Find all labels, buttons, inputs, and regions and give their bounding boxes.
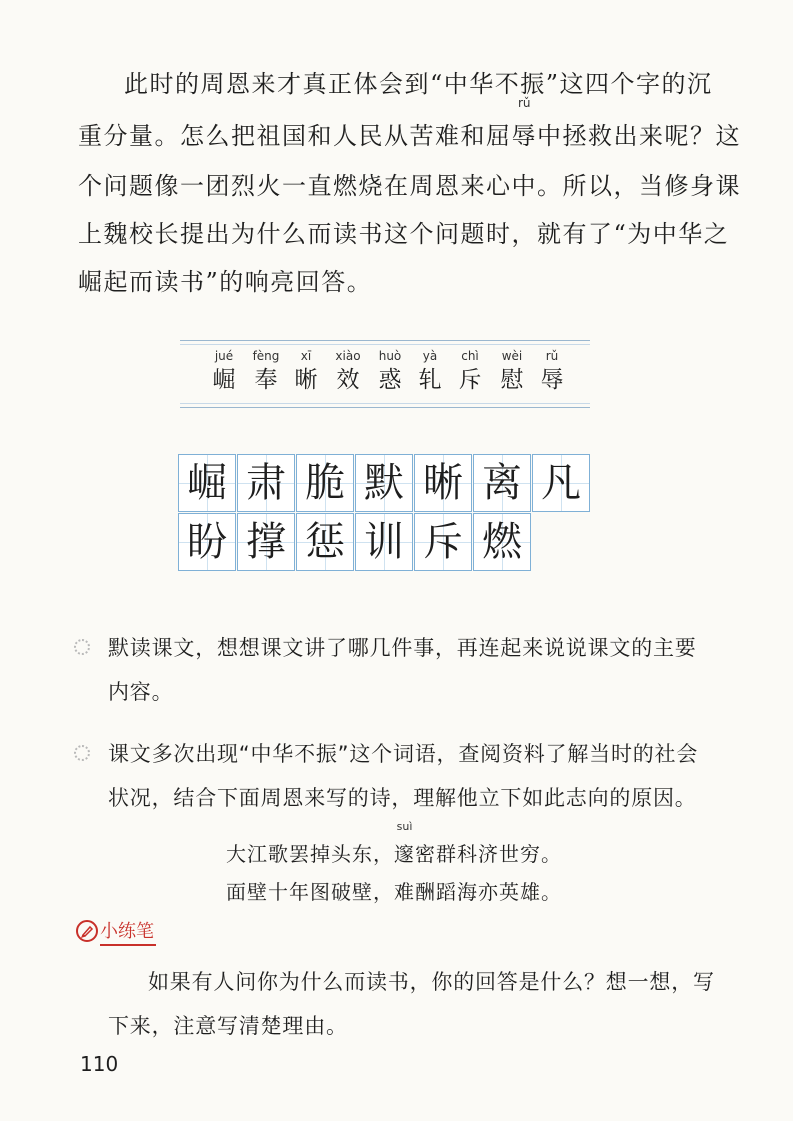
- vocab-item: [328, 349, 368, 395]
- grid-cell: 惩: [296, 513, 354, 571]
- vocab-char: 晰: [294, 367, 318, 393]
- vocab-pinyin: fèng: [252, 349, 280, 363]
- practice-line: 下来，注意写清楚理由。: [108, 1014, 348, 1038]
- vocab-item: [492, 349, 532, 395]
- poem-text: 大江歌罢掉头东，: [226, 842, 394, 866]
- grid-cell: 晰: [414, 454, 472, 512]
- paragraph-line: 崛起而读书”的响亮回答。: [78, 268, 373, 296]
- paragraph-text: 中拯救出来呢？这: [537, 122, 741, 150]
- vocab-char: 奉: [254, 367, 278, 393]
- grid-cell: 肃: [237, 454, 295, 512]
- ruby-annotation: [511, 96, 538, 151]
- ruby-char: 辱: [511, 122, 537, 150]
- vocab-char: 效: [336, 367, 360, 393]
- poem-line: 面壁十年图破壁，难酬蹈海亦英雄。: [226, 880, 562, 904]
- vocab-pinyin: xī: [300, 349, 312, 363]
- vocab-pinyin: wèi: [501, 349, 523, 363]
- paragraph-line: 上魏校长提出为什么而读书这个问题时，就有了“为中华之: [78, 220, 730, 248]
- paragraph-line: [78, 96, 741, 151]
- vocab-pinyin: rǔ: [545, 349, 559, 363]
- question-line: 内容。: [108, 680, 174, 704]
- vocabulary-strip: [180, 340, 590, 408]
- grid-cell: 训: [355, 513, 413, 571]
- vocab-pinyin: yà: [422, 349, 438, 363]
- vocab-pinyin: xiào: [335, 349, 361, 363]
- grid-cell: 撑: [237, 513, 295, 571]
- grid-cell: 斥: [414, 513, 472, 571]
- vocab-item: [286, 349, 326, 395]
- practice-label: [76, 918, 156, 944]
- question-line: 默读课文，想想课文讲了哪几件事，再连起来说说课文的主要: [108, 636, 697, 660]
- circle-bullet-icon: [74, 745, 90, 761]
- ruby-pinyin: suì: [396, 820, 413, 833]
- pen-icon: [76, 920, 98, 942]
- vocab-item: [370, 349, 410, 395]
- pen-icon-glyph: [80, 924, 94, 938]
- practice-line: 如果有人问你为什么而读书，你的回答是什么？想一想，写: [148, 970, 715, 994]
- vocab-item: [246, 349, 286, 395]
- poem-text: 密群科济世穷。: [415, 842, 562, 866]
- grid-cell: 默: [355, 454, 413, 512]
- grid-cell: 燃: [473, 513, 531, 571]
- grid-cell: 凡: [532, 454, 590, 512]
- grid-cell: 离: [473, 454, 531, 512]
- vocab-item: [532, 349, 572, 395]
- grid-cell: 盼: [178, 513, 236, 571]
- vocab-char: 辱: [540, 367, 564, 393]
- vocab-item: [410, 349, 450, 395]
- ruby-annotation: [394, 820, 415, 867]
- page-number: 110: [80, 1052, 119, 1076]
- grid-cell: 崛: [178, 454, 236, 512]
- grid-cell: 脆: [296, 454, 354, 512]
- vocab-char: 斥: [458, 367, 482, 393]
- question-line: 状况，结合下面周恩来写的诗，理解他立下如此志向的原因。: [108, 786, 697, 810]
- poem-line: [226, 820, 562, 867]
- vocab-pinyin: huò: [378, 349, 402, 363]
- paragraph-text: 重分量。怎么把祖国和人民从苦难和屈: [78, 122, 512, 150]
- vocab-pinyin: jué: [214, 349, 234, 363]
- vocab-char: 崛: [212, 367, 236, 393]
- paragraph-line: 个问题像一团烈火一直燃烧在周恩来心中。所以，当修身课: [78, 172, 741, 200]
- paragraph-line: 此时的周恩来才真正体会到“中华不振”这四个字的沉: [124, 70, 713, 98]
- vocab-item: [204, 349, 244, 395]
- ruby-pinyin: rǔ: [517, 96, 531, 110]
- vocab-item: [450, 349, 490, 395]
- vocab-char: 惑: [378, 367, 402, 393]
- ruby-char: 邃: [394, 842, 415, 866]
- vocab-char: 慰: [500, 367, 524, 393]
- practice-label-text: 小练笔: [100, 917, 156, 946]
- vocab-char: 轧: [418, 367, 442, 393]
- circle-bullet-icon: [74, 639, 90, 655]
- question-line: 课文多次出现“中华不振”这个词语，查阅资料了解当时的社会: [108, 742, 699, 766]
- vocab-pinyin: chì: [461, 349, 479, 363]
